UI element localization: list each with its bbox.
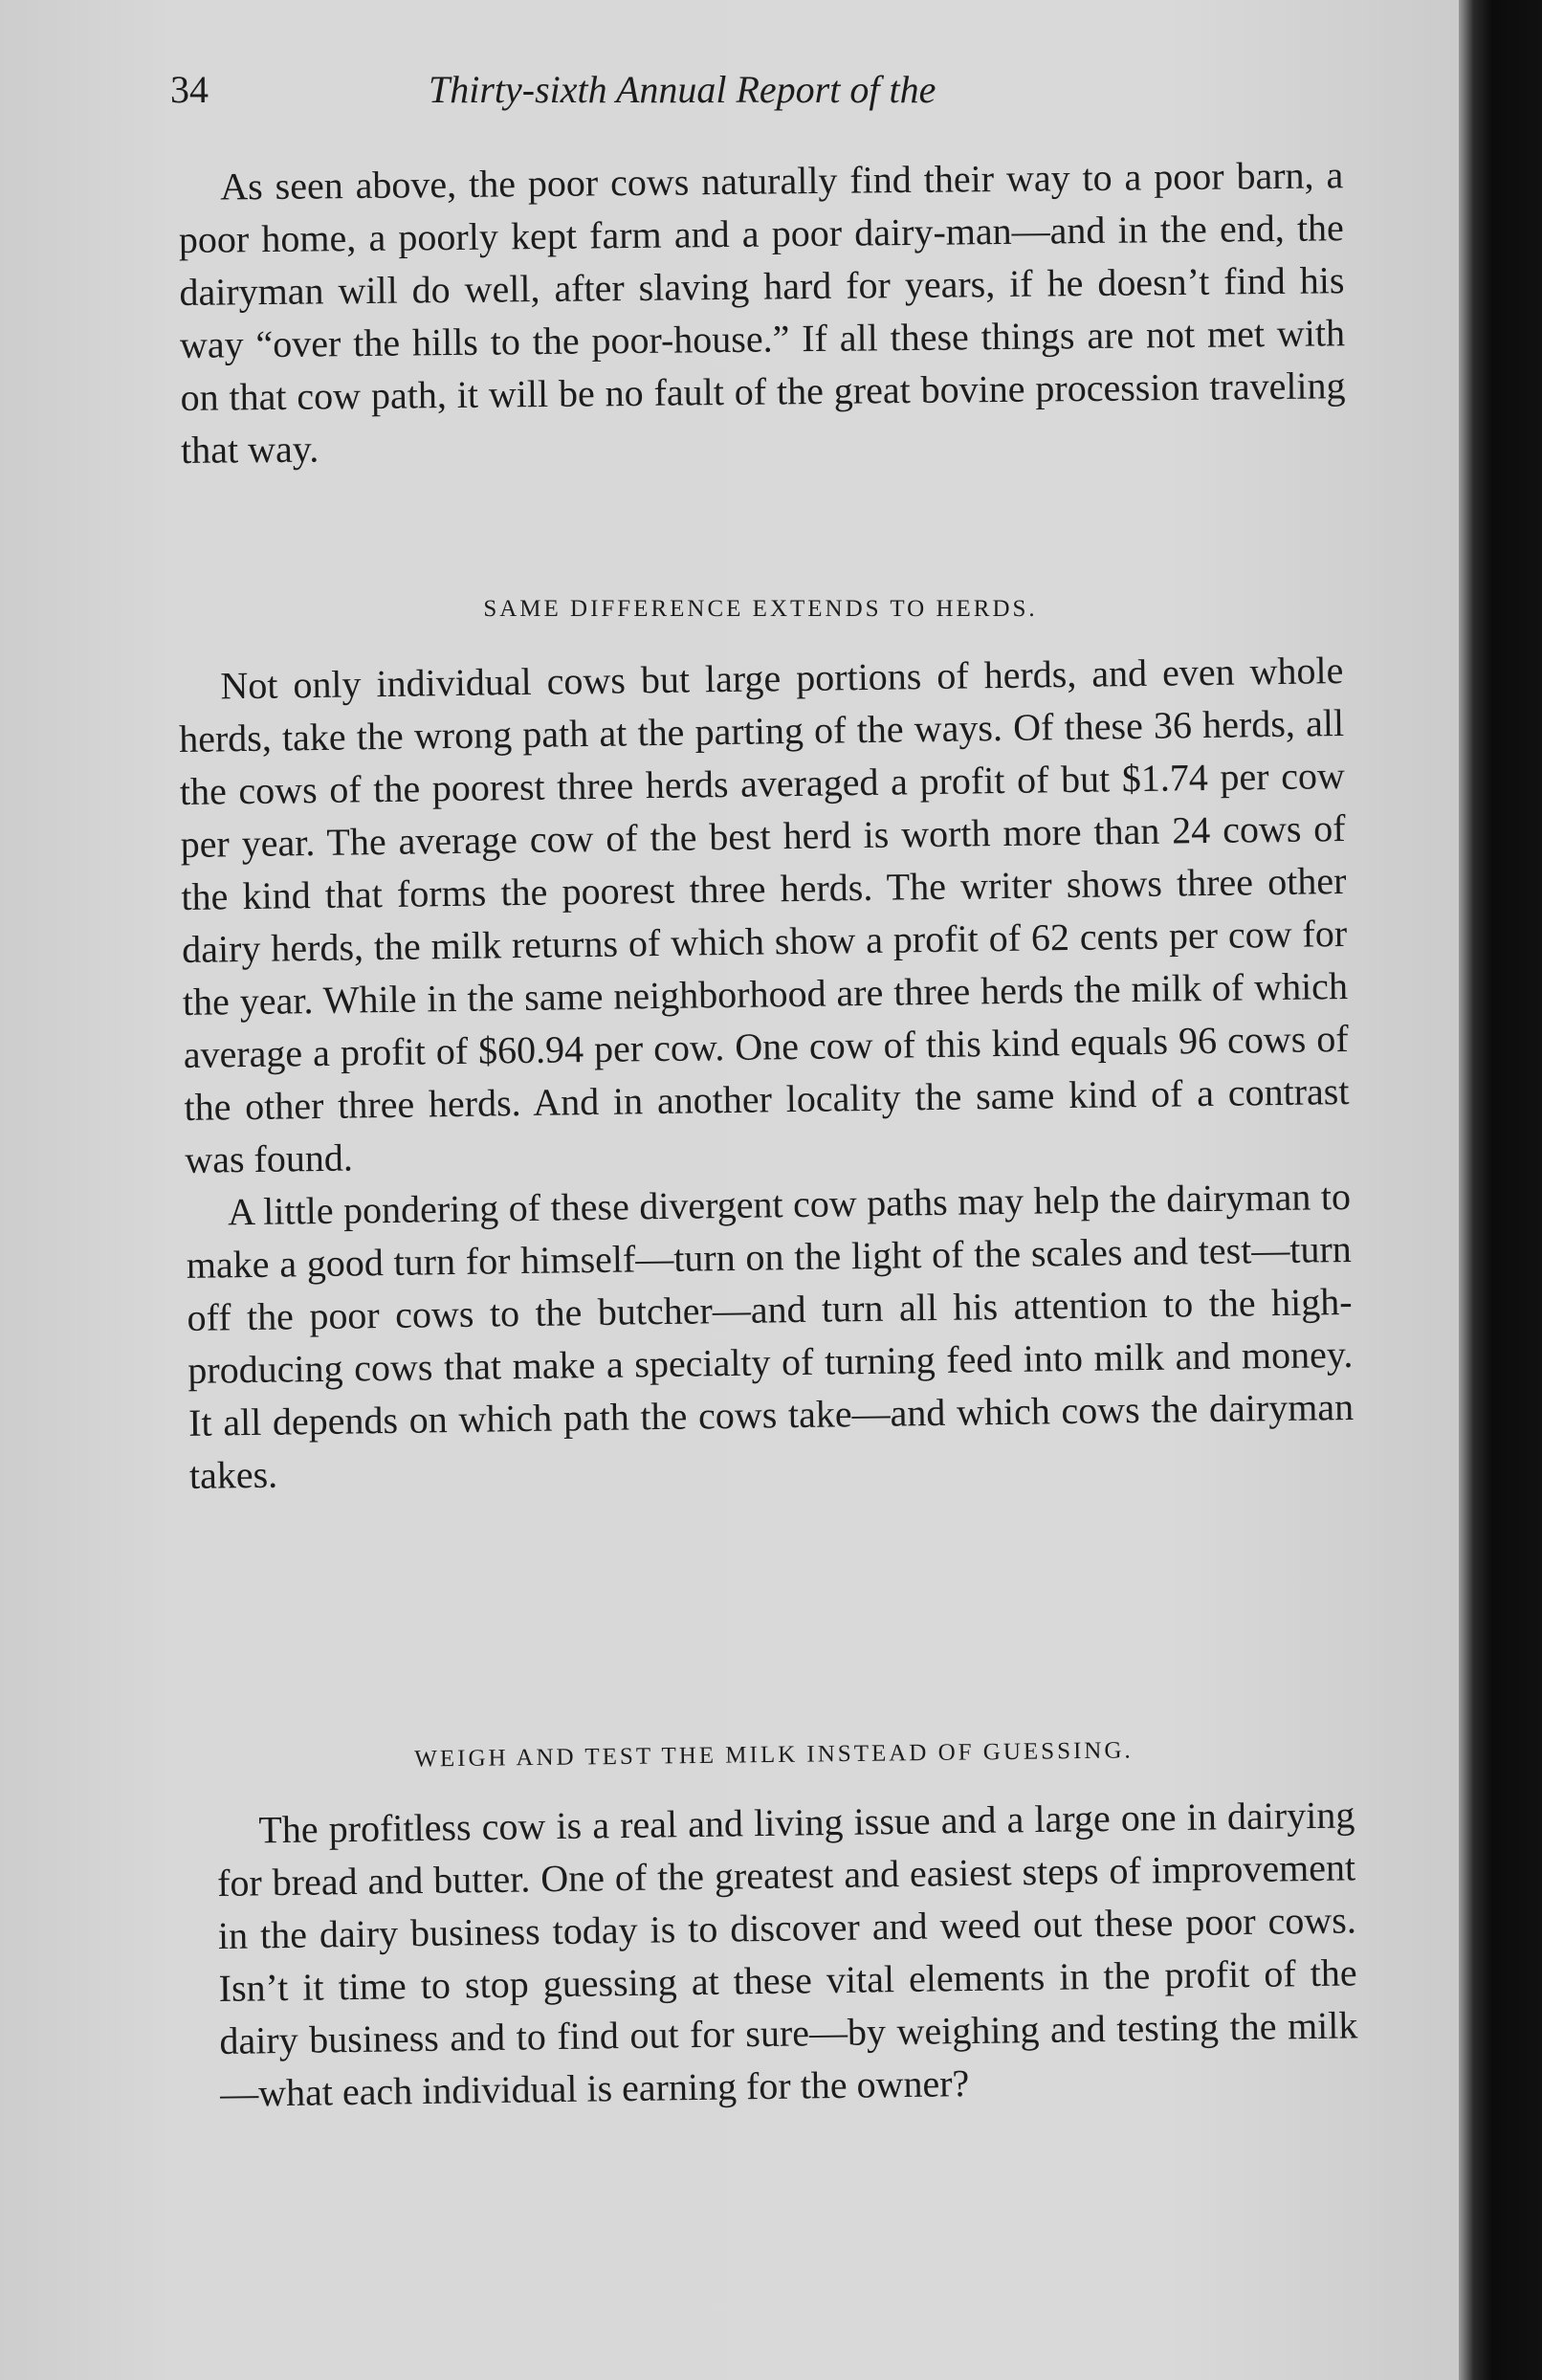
paragraph: The profitless cow is a real and living issue and a large one in dairying for bread and butter. One of the greatest and easiest steps of improvement in the dairy business today is to discover and weed out these poor cows. Isn’t it time to stop guessing at these vital elements in the profit of the dairy business and to find out for sure—by weighing and testing the milk—what each individual is earning for the owner? (216, 1793, 1358, 2115)
book-spine-shadow (1459, 0, 1542, 2380)
section-heading-herds: SAME DIFFERENCE EXTENDS TO HERDS. (483, 596, 1038, 622)
section-weigh-test (216, 1788, 1358, 2120)
section-heading-weigh-test: WEIGH AND TEST THE MILK INSTEAD OF GUESSING. (414, 1737, 1134, 1773)
section-intro (178, 148, 1346, 476)
paragraph: Not only individual cows but large portions of herds, and even whole herds, take the wrong path at the parting of the ways. Of these 36 herds, all the cows of the poorest three herds averaged a profit of but $1.74 per cow per year. The average cow of the best herd is worth more than 24 cows of the kind that forms the poorest three herds. The writer shows three other dairy herds, the milk returns of which show a profit of 62 cents per cow for the year. While in the same neighborhood are three herds the milk of which average a profit of $60.94 per cow. One cow of this kind equals 96 cows of the other three herds. And in another locality the same kind of a contrast was found. (178, 648, 1350, 1181)
paragraph: A little pondering of these divergent cow paths may help the dairyman to make a good turn for himself—turn on the light of the scales and test—turn off the poor cows to the butcher—and turn all his attention to the high-producing cows that make a specialty of turning feed into milk and money. It all depends on which path the cows take—and which cows the dairyman takes. (186, 1174, 1355, 1497)
section-herds (178, 644, 1355, 1502)
paragraph: As seen above, the poor cows naturally find their way to a poor barn, a poor home, a poorly kept farm and a poor dairy-man—and in the end, the dairyman will do well, after slaving hard for years, if he doesn’t find his way “over the hills to the poor-house.” If all these things are not met with on that cow path, it will be no fault of the great bovine procession traveling that way. (178, 153, 1346, 472)
page-number: 34 (170, 68, 209, 111)
page-header (170, 67, 1347, 124)
running-head: Thirty-sixth Annual Report of the (429, 68, 936, 111)
